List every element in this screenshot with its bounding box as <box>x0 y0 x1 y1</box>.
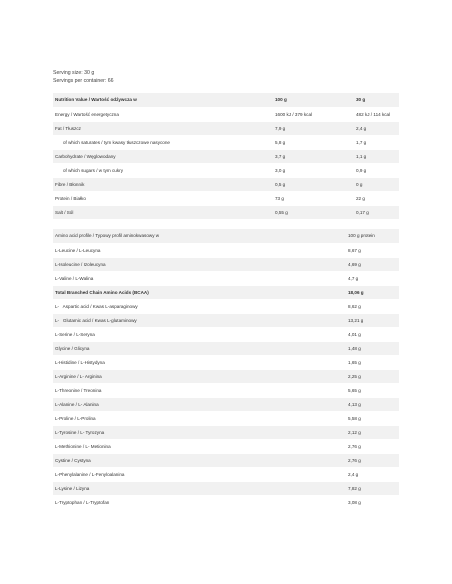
amino-value: 5,58 g <box>346 411 399 425</box>
nutrient-value-100g: 3,0 g <box>273 163 354 177</box>
amino-label: Cystine / Cystyna <box>53 453 346 467</box>
amino-label: L-Arginine / L- Arginina <box>53 369 346 383</box>
amino-label: L- Aspartic acid / Kwas L-asparaginowy <box>53 299 346 313</box>
nutrient-value-100g: 73 g <box>273 191 354 205</box>
nutrient-label: Protein / Białko <box>53 191 273 205</box>
table-row <box>53 121 399 135</box>
table-row <box>53 439 399 453</box>
serving-size: Serving size: 30 g <box>53 70 95 76</box>
nutrition-header-30g: 30 g <box>354 93 399 107</box>
amino-label: L-Isoleucine / Izoleucyna <box>53 257 346 271</box>
amino-value: 4,13 g <box>346 397 399 411</box>
table-row <box>53 327 399 341</box>
amino-value: 2,12 g <box>346 425 399 439</box>
table-row <box>53 397 399 411</box>
table-row <box>53 453 399 467</box>
nutrient-label: of which sugars / w tym cukry <box>53 163 273 177</box>
amino-value: 1,65 g <box>346 355 399 369</box>
amino-header-label: Amino acid profile / Typowy profil aminokwasowy w <box>53 229 346 243</box>
amino-label: Total Branched Chain Amino Acids (BCAA) <box>53 285 346 299</box>
nutrient-value-30g: 1,1 g <box>354 149 399 163</box>
nutrient-value-30g: 2,4 g <box>354 121 399 135</box>
table-row <box>53 369 399 383</box>
table-row <box>53 205 399 219</box>
amino-acid-table <box>53 229 399 510</box>
nutrient-label: Fibre / Błonnik <box>53 177 273 191</box>
nutrient-value-100g: 7,9 g <box>273 121 354 135</box>
table-row <box>53 177 399 191</box>
nutrient-label: of which saturates / tym kwasy tłuszczowe nasycone <box>53 135 273 149</box>
table-row <box>53 107 399 121</box>
table-row <box>53 355 399 369</box>
amino-label: L-Leucine / L-Leucyna <box>53 243 346 257</box>
amino-value: 7,82 g <box>346 481 399 495</box>
table-row <box>53 243 399 257</box>
amino-header-value: 100 g protein <box>346 229 399 243</box>
nutrient-label: Fat / Tłuszcz <box>53 121 273 135</box>
nutrient-value-100g: 1600 kJ / 379 kcal <box>273 107 354 121</box>
amino-value: 4,7 g <box>346 271 399 285</box>
amino-label: L-Alanine / L- Alanina <box>53 397 346 411</box>
amino-value: 2,4 g <box>346 467 399 481</box>
nutrient-value-100g: 5,8 g <box>273 135 354 149</box>
amino-label: L-Methionine / L- Metionina <box>53 439 346 453</box>
amino-label: L-Tyrosine / L- Tyrozyna <box>53 425 346 439</box>
amino-value: 5,65 g <box>346 383 399 397</box>
nutrition-header-100g: 100 g <box>273 93 354 107</box>
amino-label: L-Valine / L-Walina <box>53 271 346 285</box>
amino-label: L-Histidine / L-Histydyna <box>53 355 346 369</box>
amino-value: 1,48 g <box>346 341 399 355</box>
nutrient-label: Energy / Wartość energetyczna <box>53 107 273 121</box>
nutrition-header-row <box>53 93 399 107</box>
amino-label: L-Tryptophan / L-Tryptofan <box>53 495 346 509</box>
amino-value: 4,69 g <box>346 257 399 271</box>
table-row <box>53 271 399 285</box>
nutrient-value-30g: 22 g <box>354 191 399 205</box>
table-row <box>53 481 399 495</box>
amino-label: L-Lysine / Lizyna <box>53 481 346 495</box>
nutrient-value-30g: 0,9 g <box>354 163 399 177</box>
table-row <box>53 163 399 177</box>
amino-label: Glycine / Glicyna <box>53 341 346 355</box>
nutrition-table <box>53 93 399 220</box>
table-row <box>53 411 399 425</box>
nutrition-header-label: Nutrition Value / Wartość odżywcza w <box>53 93 273 107</box>
table-row <box>53 495 399 509</box>
table-row <box>53 313 399 327</box>
amino-value: 2,76 g <box>346 453 399 467</box>
amino-header-row <box>53 229 399 243</box>
table-row <box>53 383 399 397</box>
amino-value: 2,76 g <box>346 439 399 453</box>
amino-label: L- Glutamic acid / Kwas L-glutaminowy <box>53 313 346 327</box>
nutrient-value-30g: 0,17 g <box>354 205 399 219</box>
table-row <box>53 135 399 149</box>
table-row <box>53 149 399 163</box>
serving-info <box>53 69 114 85</box>
table-row <box>53 257 399 271</box>
nutrient-value-30g: 0 g <box>354 177 399 191</box>
amino-value: 13,21 g <box>346 313 399 327</box>
amino-label: L-Proline / L-Prolina <box>53 411 346 425</box>
nutrient-value-30g: 482 kJ / 114 kcal <box>354 107 399 121</box>
table-row <box>53 299 399 313</box>
amino-value: 18,06 g <box>346 285 399 299</box>
amino-value: 3,08 g <box>346 495 399 509</box>
table-row <box>53 467 399 481</box>
amino-value: 4,01 g <box>346 327 399 341</box>
table-row <box>53 191 399 205</box>
nutrient-label: Carbohydrate / Węglowodany <box>53 149 273 163</box>
table-row <box>53 285 399 299</box>
nutrient-value-100g: 0,5 g <box>273 177 354 191</box>
servings-per-container: Servings per container: 66 <box>53 78 114 84</box>
amino-value: 2,25 g <box>346 369 399 383</box>
amino-value: 8,62 g <box>346 299 399 313</box>
amino-label: L-Serine / L-Seryna <box>53 327 346 341</box>
table-row <box>53 425 399 439</box>
amino-label: L-Phenylalanine / L-Fenyloalanina <box>53 467 346 481</box>
nutrient-value-100g: 3,7 g <box>273 149 354 163</box>
nutrient-value-30g: 1,7 g <box>354 135 399 149</box>
amino-value: 8,67 g <box>346 243 399 257</box>
table-row <box>53 341 399 355</box>
nutrient-value-100g: 0,55 g <box>273 205 354 219</box>
amino-label: L-Threonine / Treonina <box>53 383 346 397</box>
nutrient-label: Salt / Sól <box>53 205 273 219</box>
